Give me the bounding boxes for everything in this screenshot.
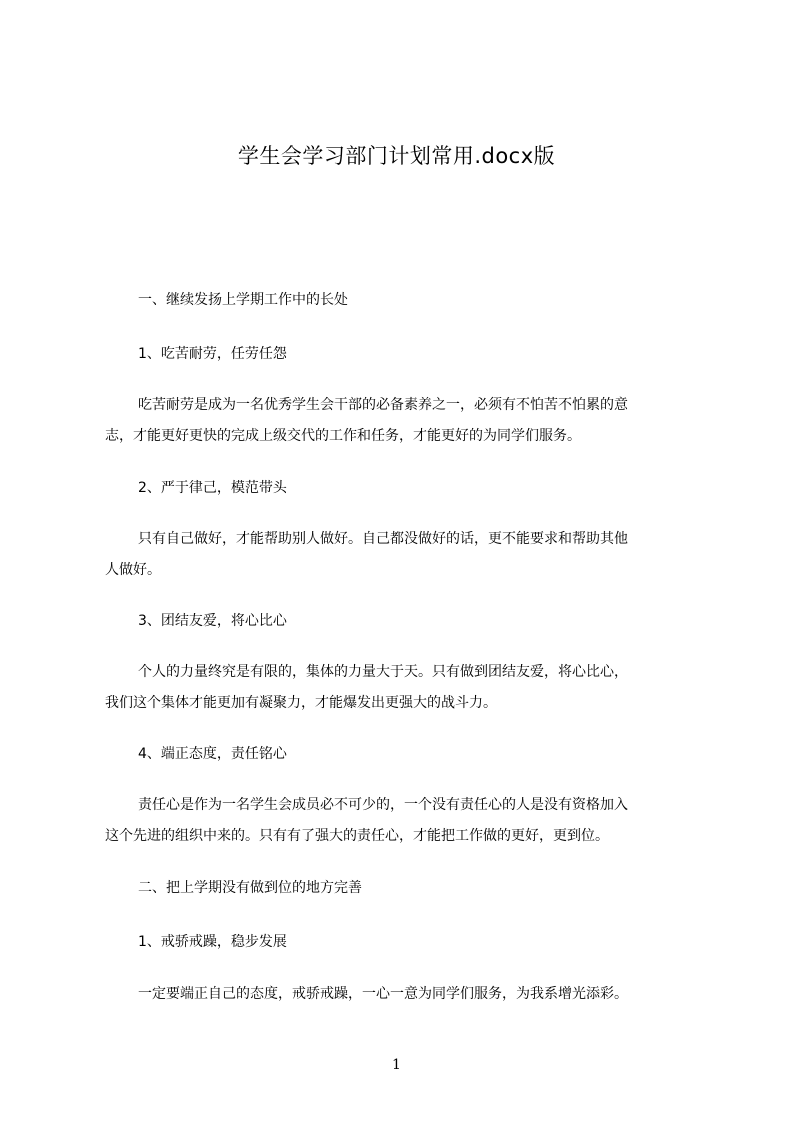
paragraph-line: 只有自己做好，才能帮助别人做好。自己都没做好的话，更不能要求和帮助其他: [138, 531, 628, 547]
page-number: 1: [392, 1057, 401, 1073]
paragraph-line: 我们这个集体才能更加有凝聚力，才能爆发出更强大的战斗力。: [105, 695, 497, 711]
paragraph-line: 一定要端正自己的态度，戒骄戒躁，一心一意为同学们服务，为我系增光添彩。: [138, 986, 628, 1002]
paragraph-line: 志，才能更好更快的完成上级交代的工作和任务，才能更好的为同学们服务。: [105, 428, 581, 444]
paragraph-line: 吃苦耐劳是成为一名优秀学生会干部的必备素养之一，必须有不怕苦不怕累的意: [138, 397, 628, 413]
paragraph-line: 责任心是作为一名学生会成员必不可少的，一个没有责任心的人是没有资格加入: [138, 797, 628, 813]
paragraph-line: 个人的力量终究是有限的，集体的力量大于天。只有做到团结友爱，将心比心，: [138, 664, 628, 680]
section-heading-2: 二、把上学期没有做到位的地方完善: [138, 880, 362, 896]
paragraph-line: 这个先进的组织中来的。只有有了强大的责任心，才能把工作做的更好，更到位。: [105, 828, 609, 844]
paragraph-line: 人做好。: [105, 562, 161, 578]
subsection-heading-1-1: 1、吃苦耐劳，任劳任怨: [138, 346, 287, 362]
paragraph-3: [105, 657, 700, 719]
section-heading-1: 一、继续发扬上学期工作中的长处: [138, 292, 348, 308]
subsection-heading-1-3: 3、团结友爱，将心比心: [138, 613, 287, 629]
paragraph-2: [105, 524, 700, 586]
subsection-heading-1-2: 2、严于律己，模范带头: [138, 480, 287, 496]
paragraph-5: [105, 979, 700, 1010]
paragraph-1: [105, 390, 700, 452]
document-title: 学生会学习部门计划常用.docx版: [237, 144, 556, 168]
subsection-heading-1-4: 4、端正态度，责任铭心: [138, 746, 287, 762]
paragraph-4: [105, 790, 700, 852]
subsection-heading-2-1: 1、戒骄戒躁，稳步发展: [138, 934, 287, 950]
